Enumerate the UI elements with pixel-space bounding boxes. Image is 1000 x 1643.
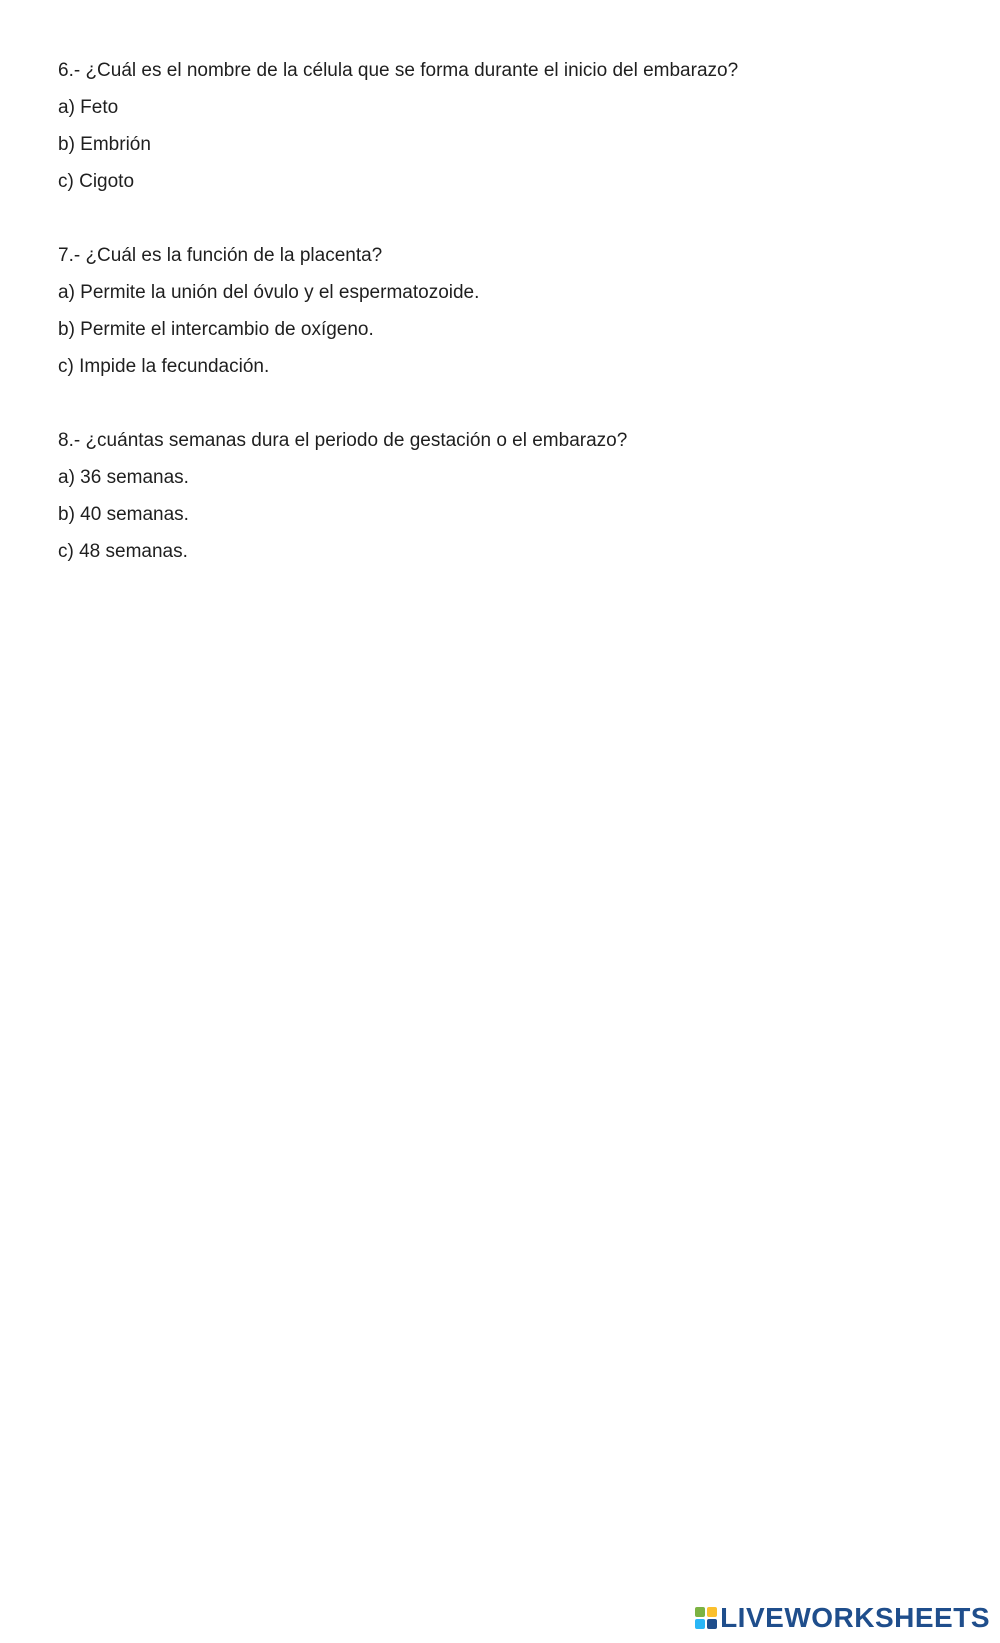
logo-square — [707, 1607, 717, 1617]
answer-option: b) Embrión — [58, 134, 151, 155]
answer-option: a) 36 semanas. — [58, 467, 189, 488]
answer-option: b) 40 semanas. — [58, 504, 189, 525]
answer-option: a) Permite la unión del óvulo y el espermatozoide. — [58, 282, 480, 303]
liveworksheets-logo-icon — [695, 1607, 717, 1629]
worksheet — [58, 52, 958, 607]
question-prompt: 7.- ¿Cuál es la función de la placenta? — [58, 245, 383, 266]
question-prompt: 6.- ¿Cuál es el nombre de la célula que se forma durante el inicio del embarazo? — [58, 60, 739, 81]
answer-option: c) 48 semanas. — [58, 541, 188, 562]
answer-option: b) Permite el intercambio de oxígeno. — [58, 319, 374, 340]
brand-wordmark: LIVEWORKSHEETS — [720, 1602, 990, 1633]
logo-square — [695, 1619, 705, 1629]
logo-square — [695, 1607, 705, 1617]
liveworksheets-brand — [695, 1601, 990, 1635]
answer-option: c) Impide la fecundación. — [58, 356, 270, 377]
question-6 — [58, 52, 958, 200]
answer-option: c) Cigoto — [58, 171, 135, 192]
question-7 — [58, 237, 958, 385]
question-prompt: 8.- ¿cuántas semanas dura el periodo de gestación o el embarazo? — [58, 430, 628, 451]
logo-square — [707, 1619, 717, 1629]
question-8 — [58, 422, 958, 570]
answer-option: a) Feto — [58, 97, 119, 118]
